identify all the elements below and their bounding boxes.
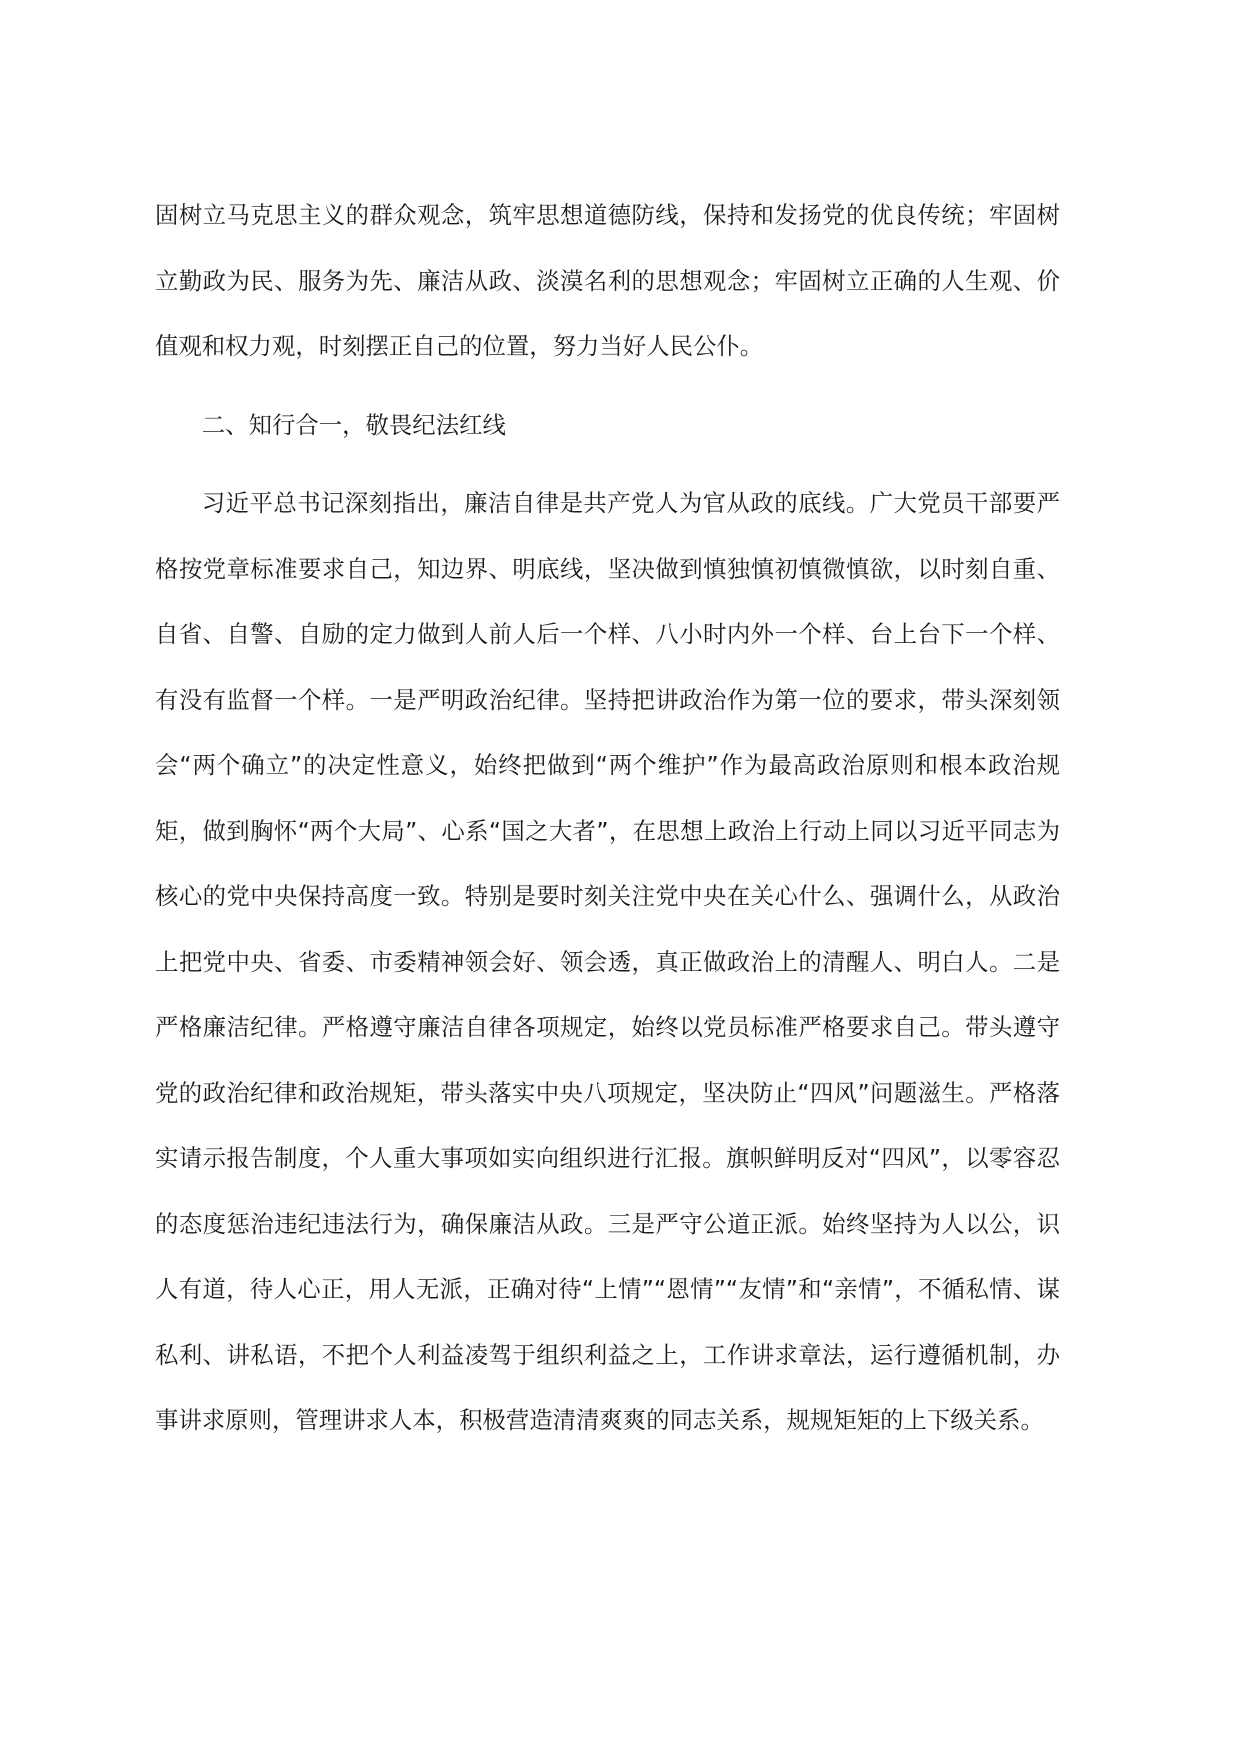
paragraph-continued: 固树立马克思主义的群众观念，筑牢思想道德防线，保持和发扬党的优良传统；牢固树立勤政为民、服务为先、廉洁从政、淡漠名利的思想观念；牢固树立正确的人生观、价值观和权力观，时刻摆正自己的位置，努力当好人民公仆。	[155, 201, 1060, 360]
paragraph-main: 习近平总书记深刻指出，廉洁自律是共产党人为官从政的底线。广大党员干部要严格按党章标准要求自己，知边界、明底线，坚决做到慎独慎初慎微慎欲，以时刻自重、自省、自警、自励的定力做到人前人后一个样、八小时内外一个样、台上台下一个样、有没有监督一个样。一是严明政治纪律。坚持把讲政治作为第一位的要求，带头深刻领会“两个确立”的决定性意义，始终把做到“两个维护”作为最高政治原则和根本政治规矩，做到胸怀“两个大局”、心系“国之大者”，在思想上政治上行动上同以习近平同志为核心的党中央保持高度一致。特别是要时刻关注党中央在关心什么、强调什么，从政治上把党中央、省委、市委精神领会好、领会透，真正做政治上的清醒人、明白人。二是严格廉洁纪律。严格遵守廉洁自律各项规定，始终以党员标准严格要求自己。带头遵守党的政治纪律和政治规矩，带头落实中央八项规定，坚决防止“四风”问题滋生。严格落实请示报告制度，个人重大事项如实向组织进行汇报。旗帜鲜明反对“四风”，以零容忍的态度惩治违纪违法行为，确保廉洁从政。三是严守公道正派。始终坚持为人以公，识人有道，待人心正，用人无派，正确对待“上情”“恩情”“友情”和“亲情”，不循私情、谋私利、讲私语，不把个人利益凌驾于组织利益之上，工作讲求章法，运行遵循机制，办事讲求原则，管理讲求人本，积极营造清清爽爽的同志关系，规规矩矩的上下级关系。	[155, 489, 1060, 1434]
section-heading: 二、知行合一，敬畏纪法红线	[201, 410, 506, 439]
document-page	[155, 183, 1060, 1454]
